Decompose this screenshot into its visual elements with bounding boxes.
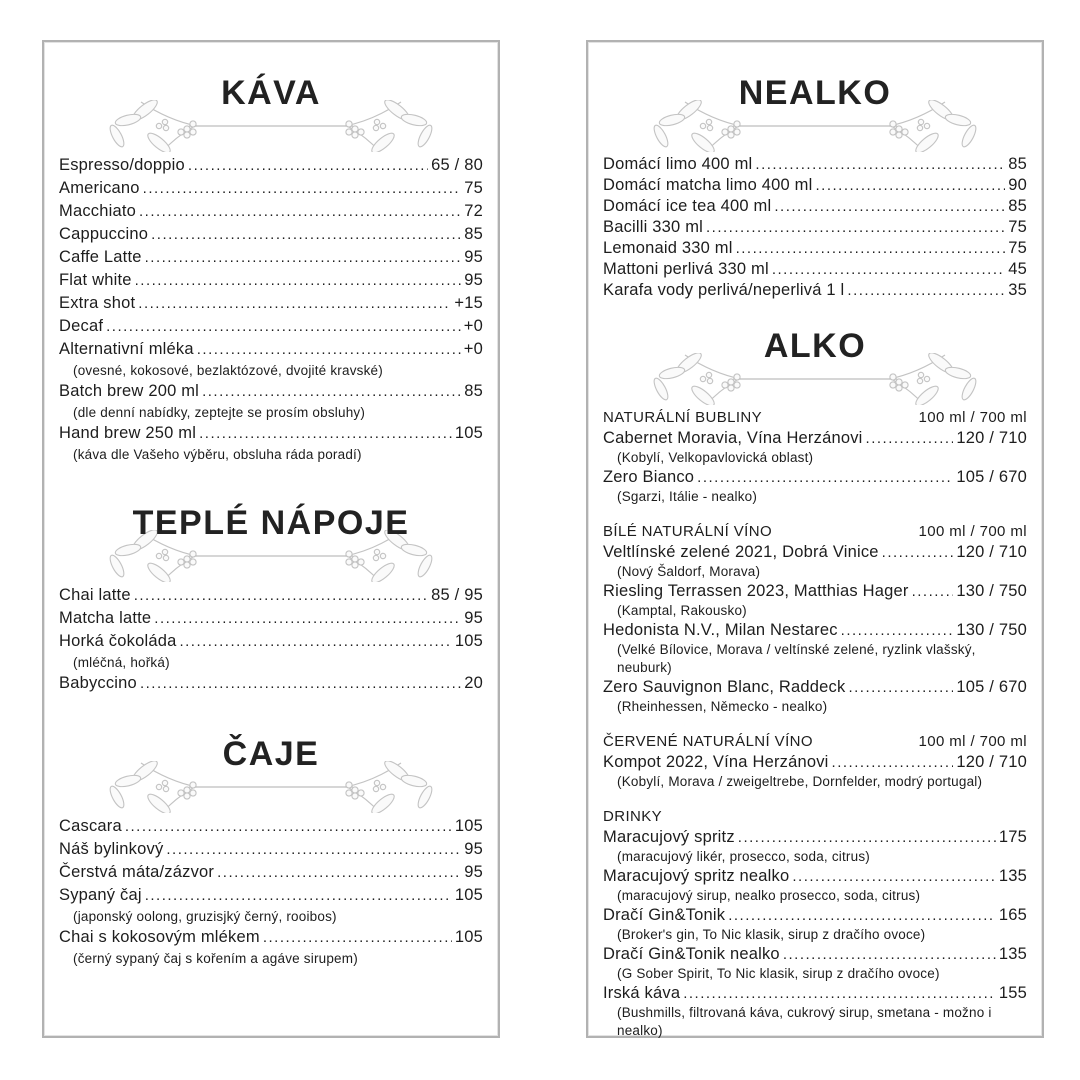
item-note: (Broker's gin, To Nic klasik, sirup z dračího ovoce): [617, 927, 926, 942]
item-name: Espresso/doppio: [59, 156, 185, 174]
item-price: 85: [464, 382, 483, 400]
item-name: Dračí Gin&Tonik: [603, 906, 726, 924]
menu-item-row: [603, 905, 1027, 926]
section-header: [59, 42, 483, 152]
menu-item-row: [603, 620, 1027, 641]
dot-leader: [841, 620, 954, 641]
menu-item-row: [603, 827, 1027, 848]
item-name: Riesling Terrassen 2023, Matthias Hager: [603, 582, 909, 600]
item-note: (káva dle Vašeho výběru, obsluha ráda poradí): [73, 447, 362, 462]
item-price: 65 / 80: [431, 156, 483, 174]
item-name: Mattoni perlivá 330 ml: [603, 260, 769, 278]
menu-group: [603, 806, 1027, 1040]
menu-item-row: [603, 752, 1027, 773]
dot-leader: [166, 838, 461, 861]
menu-item-row: [59, 338, 483, 361]
item-price: 105: [454, 817, 483, 835]
dot-leader: [847, 280, 1005, 301]
menu-section: [603, 42, 1027, 301]
item-name: Domácí ice tea 400 ml: [603, 197, 772, 215]
item-name: Dračí Gin&Tonik nealko: [603, 945, 780, 963]
menu-panel-right: [586, 40, 1044, 1038]
item-note: (G Sober Spirit, To Nic klasik, sirup z dračího ovoce): [617, 966, 940, 981]
group-units: 100 ml / 700 ml: [918, 523, 1027, 540]
menu-item-row: [59, 584, 483, 607]
menu-item-row: [603, 154, 1027, 175]
dot-leader: [772, 259, 1005, 280]
menu-section: [59, 42, 483, 464]
section-title: ČAJE: [222, 735, 320, 773]
item-name: Veltlínské zelené 2021, Dobrá Vinice: [603, 543, 879, 561]
menu-item-row: [59, 838, 483, 861]
item-note: (černý sypaný čaj s kořením a agáve sirupem): [73, 951, 358, 966]
item-note: (Sgarzi, Itálie - nealko): [617, 489, 758, 504]
item-name: Domácí matcha limo 400 ml: [603, 176, 813, 194]
dot-leader: [188, 154, 428, 177]
item-price: 75: [1008, 218, 1027, 236]
menu-item-row: [603, 259, 1027, 280]
item-name: Extra shot: [59, 294, 136, 312]
item-price: 45: [1008, 260, 1027, 278]
dot-leader: [848, 677, 953, 698]
group-label: NATURÁLNÍ BUBLINY: [603, 409, 763, 426]
item-name: Matcha latte: [59, 609, 152, 627]
dot-leader: [736, 238, 1006, 259]
dot-leader: [882, 542, 954, 563]
item-note: (Bushmills, filtrovaná káva, cukrový sirup, smetana - možno i nealko): [617, 1005, 992, 1038]
menu-item-row: [603, 866, 1027, 887]
dot-leader: [134, 584, 428, 607]
item-note: (maracujový sirup, nealko prosecco, soda, citrus): [617, 888, 921, 903]
section-title: KÁVA: [221, 74, 321, 112]
item-price: 75: [1008, 239, 1027, 257]
menu-group: [59, 154, 483, 464]
dot-leader: [151, 223, 461, 246]
item-price: 20: [464, 674, 483, 692]
menu-group: [59, 584, 483, 695]
item-note: (Kamptal, Rakousko): [617, 603, 747, 618]
menu-item-row: [59, 672, 483, 695]
item-note: (Kobylí, Morava / zweigeltrebe, Dornfelder, modrý portugal): [617, 774, 983, 789]
item-name: Domácí limo 400 ml: [603, 155, 753, 173]
item-name: Sypaný čaj: [59, 886, 142, 904]
item-note: (Kobylí, Velkopavlovická oblast): [617, 450, 814, 465]
item-name: Zero Bianco: [603, 468, 695, 486]
item-name: Cascara: [59, 817, 122, 835]
item-name: Náš bylinkový: [59, 840, 164, 858]
menu-item-row: [603, 196, 1027, 217]
item-price: 135: [998, 945, 1027, 963]
item-price: +15: [454, 294, 483, 312]
dot-leader: [816, 175, 1006, 196]
item-name: Lemonaid 330 ml: [603, 239, 733, 257]
item-note: (maracujový likér, prosecco, soda, citrus): [617, 849, 870, 864]
item-name: Alternativní mléka: [59, 340, 194, 358]
item-name: Flat white: [59, 271, 132, 289]
dot-leader: [783, 944, 996, 965]
dot-leader: [697, 467, 953, 488]
menu-item-row: [603, 944, 1027, 965]
menu-item-row: [603, 175, 1027, 196]
item-price: 155: [998, 984, 1027, 1002]
dot-leader: [755, 154, 1005, 175]
menu-item-row: [59, 607, 483, 630]
menu-item-row: [603, 581, 1027, 602]
dot-leader: [866, 428, 954, 449]
menu-group: [603, 407, 1027, 506]
item-price: 130 / 750: [956, 621, 1027, 639]
section-header: [59, 464, 483, 582]
dot-leader: [832, 752, 954, 773]
menu-item-row: [603, 983, 1027, 1004]
item-note: (mléčná, hořká): [73, 655, 170, 670]
dot-leader: [263, 926, 452, 949]
item-name: Babyccino: [59, 674, 137, 692]
item-note: (ovesné, kokosové, bezlaktózové, dvojité kravské): [73, 363, 383, 378]
dot-leader: [792, 866, 995, 887]
group-header: [603, 806, 1027, 827]
dot-leader: [125, 815, 452, 838]
dot-leader: [139, 200, 461, 223]
item-price: +0: [463, 317, 483, 335]
menu-section: [603, 301, 1027, 1040]
item-name: Bacilli 330 ml: [603, 218, 704, 236]
item-name: Kompot 2022, Vína Herzánovi: [603, 753, 829, 771]
section-header: [59, 695, 483, 813]
item-price: 75: [464, 179, 483, 197]
menu-item-row: [603, 280, 1027, 301]
group-header: [603, 731, 1027, 752]
menu-section: [59, 695, 483, 968]
menu-item-row: [59, 315, 483, 338]
item-name: Maracujový spritz nealko: [603, 867, 790, 885]
item-note: (Velké Bílovice, Morava / veltínské zelené, ryzlink vlašský, neuburk): [617, 642, 976, 675]
menu-group: [603, 521, 1027, 716]
menu-item-row: [603, 677, 1027, 698]
group-label: BÍLÉ NATURÁLNÍ VÍNO: [603, 523, 773, 540]
dot-leader: [143, 177, 462, 200]
menu-item-row: [59, 177, 483, 200]
dot-leader: [683, 983, 996, 1004]
item-price: 105 / 670: [956, 468, 1027, 486]
dot-leader: [135, 269, 462, 292]
menu-section: [59, 464, 483, 695]
item-price: 95: [464, 609, 483, 627]
menu-item-row: [603, 542, 1027, 563]
item-price: 120 / 710: [956, 753, 1027, 771]
item-price: 35: [1008, 281, 1027, 299]
item-name: Decaf: [59, 317, 104, 335]
item-price: 95: [464, 271, 483, 289]
menu-item-row: [59, 884, 483, 907]
dot-leader: [179, 630, 451, 653]
dot-leader: [197, 338, 461, 361]
item-price: 90: [1008, 176, 1027, 194]
item-price: 95: [464, 863, 483, 881]
item-name: Americano: [59, 179, 140, 197]
menu-group: [59, 815, 483, 968]
item-name: Horká čokoláda: [59, 632, 177, 650]
section-header: [603, 301, 1027, 405]
menu-item-row: [59, 380, 483, 403]
menu-item-row: [603, 467, 1027, 488]
dot-leader: [106, 315, 461, 338]
item-note: (japonský oolong, gruzisjký černý, rooibos): [73, 909, 337, 924]
menu-item-row: [59, 246, 483, 269]
item-price: 85: [464, 225, 483, 243]
section-header: [603, 42, 1027, 152]
item-name: Batch brew 200 ml: [59, 382, 200, 400]
item-name: Cappuccino: [59, 225, 149, 243]
item-price: 72: [464, 202, 483, 220]
dot-leader: [706, 217, 1005, 238]
item-price: 165: [998, 906, 1027, 924]
menu-item-row: [59, 292, 483, 315]
dot-leader: [199, 422, 452, 445]
item-name: Čerstvá máta/zázvor: [59, 863, 215, 881]
item-name: Hedonista N.V., Milan Nestarec: [603, 621, 838, 639]
item-price: +0: [463, 340, 483, 358]
group-header: [603, 407, 1027, 428]
menu-item-row: [59, 926, 483, 949]
dot-leader: [138, 292, 451, 315]
menu-item-row: [59, 422, 483, 445]
item-price: 120 / 710: [956, 543, 1027, 561]
item-price: 135: [998, 867, 1027, 885]
section-title: NEALKO: [738, 74, 892, 112]
group-units: 100 ml / 700 ml: [918, 409, 1027, 426]
item-price: 105 / 670: [956, 678, 1027, 696]
item-name: Chai s kokosovým mlékem: [59, 928, 260, 946]
section-title: TEPLÉ NÁPOJE: [132, 504, 410, 542]
menu-item-row: [603, 428, 1027, 449]
item-price: 85: [1008, 155, 1027, 173]
section-title: ALKO: [763, 327, 867, 365]
item-name: Maracujový spritz: [603, 828, 735, 846]
menu-item-row: [59, 815, 483, 838]
dot-leader: [217, 861, 461, 884]
dot-leader: [145, 246, 462, 269]
dot-leader: [728, 905, 996, 926]
menu-item-row: [603, 238, 1027, 259]
item-price: 95: [464, 248, 483, 266]
menu-item-row: [59, 269, 483, 292]
menu-group: [603, 154, 1027, 301]
item-name: Caffe Latte: [59, 248, 142, 266]
dot-leader: [202, 380, 461, 403]
item-price: 105: [454, 632, 483, 650]
item-name: Cabernet Moravia, Vína Herzánovi: [603, 429, 863, 447]
group-label: DRINKY: [603, 808, 663, 825]
item-name: Karafa vody perlivá/neperlivá 1 l: [603, 281, 845, 299]
item-price: 105: [454, 424, 483, 442]
item-price: 105: [454, 928, 483, 946]
dot-leader: [145, 884, 452, 907]
dot-leader: [738, 827, 996, 848]
item-price: 175: [998, 828, 1027, 846]
item-price: 85: [1008, 197, 1027, 215]
menu-panel-left: [42, 40, 500, 1038]
item-price: 130 / 750: [956, 582, 1027, 600]
dot-leader: [912, 581, 954, 602]
item-note: (Rheinhessen, Německo - nealko): [617, 699, 828, 714]
menu-item-row: [59, 630, 483, 653]
item-note: (Nový Šaldorf, Morava): [617, 564, 761, 579]
menu-group: [603, 731, 1027, 791]
menu-item-row: [59, 223, 483, 246]
item-name: Irská káva: [603, 984, 681, 1002]
menu-item-row: [59, 154, 483, 177]
group-header: [603, 521, 1027, 542]
item-name: Chai latte: [59, 586, 131, 604]
item-name: Hand brew 250 ml: [59, 424, 197, 442]
item-price: 85 / 95: [431, 586, 483, 604]
group-units: 100 ml / 700 ml: [918, 733, 1027, 750]
dot-leader: [140, 672, 461, 695]
item-price: 105: [454, 886, 483, 904]
menu-item-row: [59, 861, 483, 884]
group-label: ČERVENÉ NATURÁLNÍ VÍNO: [603, 733, 813, 750]
menu-item-row: [603, 217, 1027, 238]
item-price: 120 / 710: [956, 429, 1027, 447]
item-name: Zero Sauvignon Blanc, Raddeck: [603, 678, 846, 696]
dot-leader: [154, 607, 461, 630]
menu-item-row: [59, 200, 483, 223]
item-price: 95: [464, 840, 483, 858]
item-note: (dle denní nabídky, zeptejte se prosím obsluhy): [73, 405, 366, 420]
dot-leader: [774, 196, 1005, 217]
item-name: Macchiato: [59, 202, 137, 220]
